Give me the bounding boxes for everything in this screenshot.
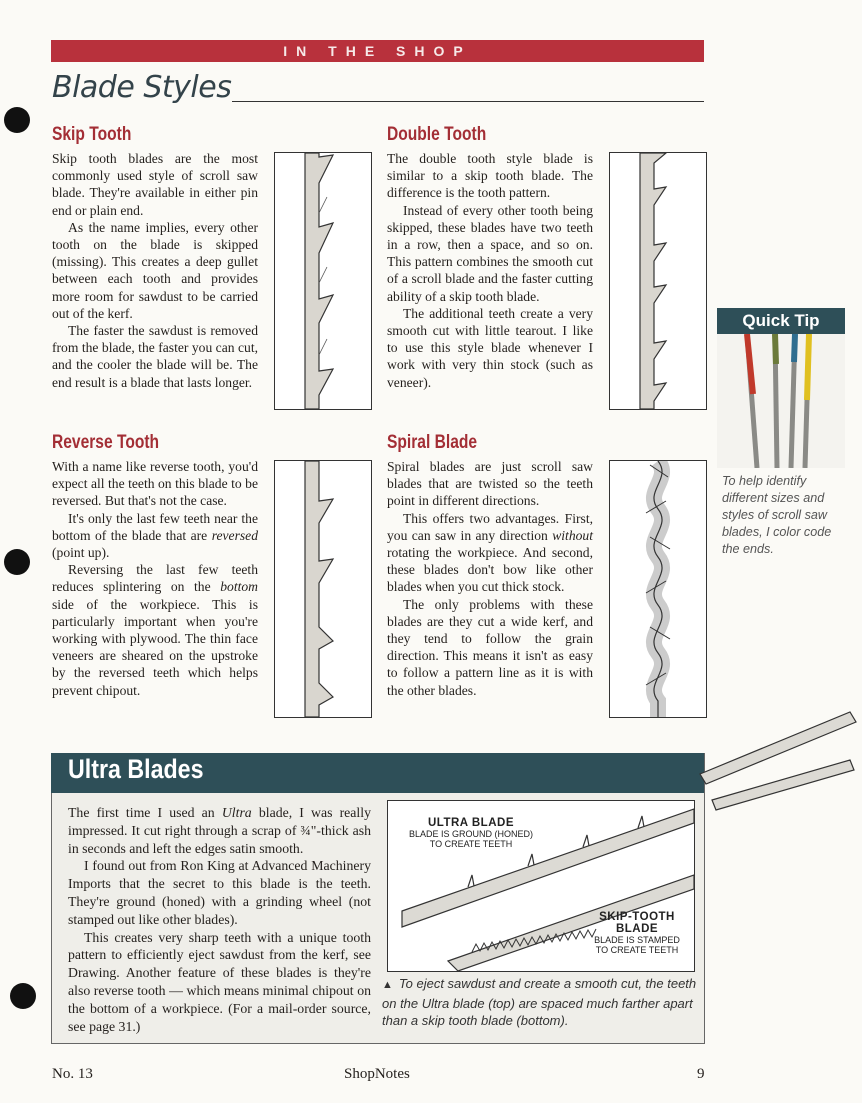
binder-hole-bottom [10, 983, 36, 1009]
title-rule [232, 101, 704, 102]
quick-tip-caption: To help identify different sizes and styles of scroll saw blades, I color code the ends. [722, 474, 832, 556]
reverse-tooth-heading: Reverse Tooth [52, 432, 160, 453]
reverse-tooth-p1: With a name like reverse tooth, you'd expect all the teeth on this blade to be reversed. But that's not the case. [52, 459, 258, 509]
skip-tooth-p3: The faster the sawdust is removed from the blade, the faster you can cut, and the cooler the blade will be. The end result is a blade that lasts longer. [52, 323, 258, 390]
ultra-blades-p2: I found out from Ron King at Advanced Machinery Imports that the secret to this blade is the teeth. They're ground (honed) with a grinding wheel (not stamped out like other blades). [68, 858, 371, 927]
spiral-blade-heading: Spiral Blade [387, 432, 478, 453]
skip-tooth-blade-illustration [274, 152, 372, 410]
footer-publication: ShopNotes [344, 1066, 410, 1082]
double-tooth-text [387, 150, 593, 391]
double-tooth-p2: Instead of every other tooth being skipped, these blades have two teeth in a row, then a space, and so on. This pattern combines the smooth cut of a scroll blade and the faster cutting ability of a skip tooth blade. [387, 202, 593, 304]
skip-tooth-blade-label: SKIP-TOOTH BLADE BLADE IS STAMPED TO CREATE TEETH [594, 911, 680, 955]
caption-triangle-icon: ▲ [382, 979, 393, 991]
footer-issue: No. 13 [52, 1066, 93, 1082]
reverse-tooth-p2: It's only the last few teeth near the bottom of the blade that are reversed (point up). [52, 510, 258, 561]
ultra-blades-text [68, 804, 371, 1035]
skip-tooth-p2: As the name implies, every other tooth on the blade is skipped (missing). This creates a deep gullet between each tooth and provides more room for sawdust to be carried out of the kerf. [52, 219, 258, 321]
skip-tooth-heading: Skip Tooth [52, 124, 132, 145]
reverse-tooth-blade-illustration [274, 460, 372, 718]
quick-tip-heading: Quick Tip [717, 308, 845, 334]
binder-hole-middle [4, 549, 30, 575]
page-title: Blade Styles [52, 70, 232, 105]
skip-tooth-p1: Skip tooth blades are the most commonly used style of scroll saw blade. They're available in either pin end or plain end. [52, 151, 258, 218]
quick-tip-panel [717, 308, 845, 468]
ultra-vs-skip-tooth-drawing [387, 800, 695, 972]
spiral-blade-p1: Spiral blades are just scroll saw blades that are twisted so the teeth point in different directions. [387, 459, 593, 509]
ultra-blade-overhang-illustration [660, 704, 860, 814]
ultra-drawing-caption: ▲ To eject sawdust and create a smooth cut, the teeth on the Ultra blade (top) are spaced much farther apart than a skip tooth blade (bottom). [382, 976, 697, 1028]
spiral-blade-p2: This offers two advantages. First, you can saw in any direction without rotating the workpiece. And second, these blades don't bow like other blades when you cut thick stock. [387, 510, 593, 595]
reverse-tooth-text [52, 458, 258, 699]
ultra-blades-p3: This creates very sharp teeth with a unique tooth pattern to efficiently eject sawdust from the kerf, see Drawing. Another feature of these blades is they're also reverse tooth — which means minimal chipout on the bottom of a workpiece. (For a mail-order source, see page 31.) [68, 929, 371, 1034]
section-label: IN THE SHOP [51, 40, 704, 62]
footer-page-number: 9 [697, 1066, 705, 1082]
ultra-blade-label: ULTRA BLADE BLADE IS GROUND (HONED) TO CREATE TEETH [408, 817, 533, 849]
skip-tooth-text [52, 150, 258, 391]
color-coded-blades-photo [717, 334, 845, 468]
double-tooth-heading: Double Tooth [387, 124, 487, 145]
double-tooth-p3: The additional teeth create a very smooth cut with little tearout. I like to use this style blade whenever I work with very thin stock (such as veneer). [387, 305, 593, 390]
spiral-blade-illustration [609, 460, 707, 718]
reverse-tooth-p3: Reversing the last few teeth reduces splintering on the bottom side of the workpiece. This is particularly important when you're working with plywood. The thin face veneers are sheared on the upstroke by the reversed teeth which helps prevent chipout. [52, 562, 258, 698]
spiral-blade-p3: The only problems with these blades are they cut a wide kerf, and they tend to follow the grain direction. This means it isn't as easy to follow a pattern line as it is with the other blades. [387, 596, 593, 698]
double-tooth-blade-illustration [609, 152, 707, 410]
double-tooth-p1: The double tooth style blade is similar to a skip tooth blade. The difference is the tooth pattern. [387, 151, 593, 201]
ultra-blades-p1: The first time I used an Ultra blade, I was really impressed. It cut right through a scrap of ¾"-thick ash in seconds and left the edges satin smooth. [68, 805, 371, 856]
ultra-blades-heading: Ultra Blades [68, 754, 204, 784]
spiral-blade-text [387, 458, 593, 699]
binder-hole-top [4, 107, 30, 133]
